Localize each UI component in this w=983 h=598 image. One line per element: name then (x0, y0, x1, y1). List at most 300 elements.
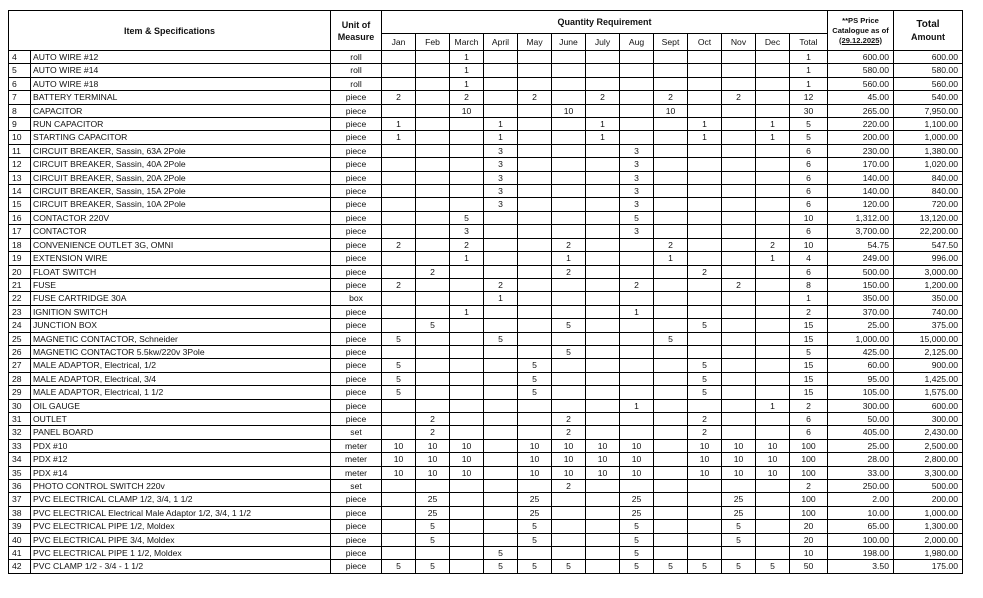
month-qty (518, 426, 552, 439)
month-qty (722, 426, 756, 439)
month-qty (518, 332, 552, 345)
month-qty: 10 (620, 439, 654, 452)
unit-price: 370.00 (828, 305, 894, 318)
month-qty (722, 332, 756, 345)
row-number: 42 (9, 560, 31, 573)
month-qty (586, 372, 620, 385)
month-qty: 2 (688, 426, 722, 439)
table-body (9, 51, 963, 574)
qty-total: 10 (790, 547, 828, 560)
table-row (9, 305, 963, 318)
month-qty (620, 412, 654, 425)
qty-total: 6 (790, 426, 828, 439)
month-qty (484, 466, 518, 479)
month-qty: 2 (382, 238, 416, 251)
month-qty (620, 386, 654, 399)
qty-total: 1 (790, 292, 828, 305)
month-qty (382, 399, 416, 412)
month-header-4: May (518, 34, 552, 51)
month-qty (484, 64, 518, 77)
unit-of-measure: piece (331, 91, 382, 104)
month-qty (552, 51, 586, 64)
month-qty: 5 (688, 319, 722, 332)
qty-total: 6 (790, 265, 828, 278)
total-amount: 7,950.00 (894, 104, 963, 117)
total-amount: 740.00 (894, 305, 963, 318)
row-number: 6 (9, 77, 31, 90)
unit-price: 350.00 (828, 292, 894, 305)
month-qty (416, 131, 450, 144)
month-qty (586, 345, 620, 358)
unit-price: 140.00 (828, 185, 894, 198)
unit-price: 140.00 (828, 171, 894, 184)
month-qty (450, 506, 484, 519)
month-qty: 5 (382, 560, 416, 573)
unit-of-measure: set (331, 426, 382, 439)
item-name: BATTERY TERMINAL (31, 91, 331, 104)
month-qty (552, 225, 586, 238)
month-qty: 2 (552, 426, 586, 439)
month-qty (416, 158, 450, 171)
row-number: 22 (9, 292, 31, 305)
month-qty (620, 64, 654, 77)
month-qty: 2 (484, 278, 518, 291)
row-number: 9 (9, 118, 31, 131)
month-qty (688, 292, 722, 305)
month-qty: 3 (620, 171, 654, 184)
month-qty (450, 412, 484, 425)
month-qty: 10 (552, 466, 586, 479)
month-qty (756, 158, 790, 171)
month-qty (382, 225, 416, 238)
month-qty: 10 (654, 104, 688, 117)
month-qty (654, 412, 688, 425)
month-qty (722, 64, 756, 77)
month-qty (688, 305, 722, 318)
month-qty: 2 (586, 91, 620, 104)
month-qty (654, 292, 688, 305)
month-qty (382, 64, 416, 77)
item-name: IGNITION SWITCH (31, 305, 331, 318)
table-row (9, 158, 963, 171)
qty-total: 6 (790, 144, 828, 157)
row-number: 4 (9, 51, 31, 64)
item-name: MAGNETIC CONTACTOR 5.5kw/220v 3Pole (31, 345, 331, 358)
total-amount: 2,125.00 (894, 345, 963, 358)
item-name: CAPACITOR (31, 104, 331, 117)
month-qty: 10 (688, 453, 722, 466)
month-qty (756, 493, 790, 506)
month-qty (756, 412, 790, 425)
month-qty (654, 305, 688, 318)
month-qty (756, 211, 790, 224)
qty-total: 100 (790, 493, 828, 506)
unit-price: 580.00 (828, 64, 894, 77)
unit-of-measure: piece (331, 104, 382, 117)
unit-of-measure: piece (331, 118, 382, 131)
unit-of-measure: set (331, 480, 382, 493)
item-name: AUTO WIRE #12 (31, 51, 331, 64)
month-qty (450, 144, 484, 157)
month-qty (518, 64, 552, 77)
month-qty (688, 332, 722, 345)
month-qty: 10 (382, 466, 416, 479)
month-qty (654, 265, 688, 278)
month-qty: 1 (450, 305, 484, 318)
month-qty (722, 265, 756, 278)
unit-price: 65.00 (828, 520, 894, 533)
total-amount-header (894, 11, 963, 51)
total-amount-header-line1: Total (916, 18, 940, 30)
item-name: PHOTO CONTROL SWITCH 220v (31, 480, 331, 493)
month-header-8: Sept (654, 34, 688, 51)
total-amount: 2,800.00 (894, 453, 963, 466)
month-qty (756, 144, 790, 157)
month-qty: 5 (722, 560, 756, 573)
month-qty: 5 (518, 520, 552, 533)
month-qty (518, 51, 552, 64)
month-qty (552, 533, 586, 546)
unit-price: 120.00 (828, 198, 894, 211)
table-row (9, 77, 963, 90)
row-number: 20 (9, 265, 31, 278)
qty-total: 100 (790, 439, 828, 452)
item-name: CIRCUIT BREAKER, Sassin, 63A 2Pole (31, 144, 331, 157)
month-qty (416, 104, 450, 117)
month-qty (518, 198, 552, 211)
table-row (9, 225, 963, 238)
month-qty (484, 386, 518, 399)
table-row (9, 386, 963, 399)
total-amount-header-line2: Amount (911, 31, 945, 42)
month-qty (382, 547, 416, 560)
total-amount: 560.00 (894, 77, 963, 90)
month-qty: 10 (586, 439, 620, 452)
month-qty (654, 225, 688, 238)
month-qty (416, 211, 450, 224)
row-number: 18 (9, 238, 31, 251)
table-row (9, 506, 963, 519)
item-name: CONVENIENCE OUTLET 3G, OMNI (31, 238, 331, 251)
month-qty (484, 225, 518, 238)
unit-price: 28.00 (828, 453, 894, 466)
month-qty (722, 171, 756, 184)
month-qty (756, 480, 790, 493)
unit-price: 1,312.00 (828, 211, 894, 224)
month-qty (654, 77, 688, 90)
month-qty (518, 77, 552, 90)
month-qty (484, 426, 518, 439)
month-qty (654, 453, 688, 466)
month-qty: 3 (620, 185, 654, 198)
month-qty (450, 359, 484, 372)
month-qty (688, 91, 722, 104)
qty-total: 12 (790, 91, 828, 104)
month-qty (756, 372, 790, 385)
month-qty (484, 453, 518, 466)
month-qty (722, 547, 756, 560)
item-name: PDX #12 (31, 453, 331, 466)
month-qty: 2 (688, 412, 722, 425)
month-qty (586, 399, 620, 412)
unit-of-measure: meter (331, 466, 382, 479)
item-name: PVC ELECTRICAL Electrical Male Adaptor 1/2, 3/4, 1 1/2 (31, 506, 331, 519)
month-qty: 10 (756, 466, 790, 479)
month-qty (620, 91, 654, 104)
month-qty (450, 426, 484, 439)
unit-price: 560.00 (828, 77, 894, 90)
item-name: EXTENSION WIRE (31, 252, 331, 265)
month-qty (756, 426, 790, 439)
month-qty (552, 211, 586, 224)
month-qty (382, 252, 416, 265)
month-qty: 3 (484, 198, 518, 211)
item-name: PDX #14 (31, 466, 331, 479)
qty-total: 4 (790, 252, 828, 265)
quantity-requirement-header: Quantity Requirement (382, 11, 828, 34)
month-qty (586, 211, 620, 224)
month-qty (756, 104, 790, 117)
month-qty (518, 345, 552, 358)
month-qty (518, 211, 552, 224)
month-qty: 1 (586, 131, 620, 144)
table-row (9, 426, 963, 439)
qty-total: 2 (790, 480, 828, 493)
month-qty: 10 (586, 453, 620, 466)
month-qty: 3 (620, 158, 654, 171)
unit-price: 198.00 (828, 547, 894, 560)
month-qty (450, 319, 484, 332)
month-qty (382, 345, 416, 358)
month-qty (620, 426, 654, 439)
row-number: 19 (9, 252, 31, 265)
table-row (9, 104, 963, 117)
month-qty (722, 345, 756, 358)
month-qty (552, 118, 586, 131)
unit-of-measure: piece (331, 547, 382, 560)
row-number: 24 (9, 319, 31, 332)
row-number: 30 (9, 399, 31, 412)
month-qty: 1 (450, 252, 484, 265)
row-number: 23 (9, 305, 31, 318)
month-qty: 1 (756, 252, 790, 265)
month-qty (518, 225, 552, 238)
month-qty: 10 (722, 453, 756, 466)
total-amount: 500.00 (894, 480, 963, 493)
month-qty: 10 (722, 466, 756, 479)
month-qty (722, 359, 756, 372)
month-qty (552, 332, 586, 345)
month-qty (688, 77, 722, 90)
total-amount: 1,380.00 (894, 144, 963, 157)
row-number: 32 (9, 426, 31, 439)
month-qty (722, 480, 756, 493)
month-qty (416, 386, 450, 399)
month-qty (552, 372, 586, 385)
month-qty (654, 171, 688, 184)
month-qty (756, 386, 790, 399)
item-name: FUSE CARTRIDGE 30A (31, 292, 331, 305)
month-qty (416, 51, 450, 64)
month-qty (518, 238, 552, 251)
unit-header (331, 11, 382, 51)
qty-total: 8 (790, 278, 828, 291)
total-amount: 840.00 (894, 185, 963, 198)
unit-of-measure: piece (331, 520, 382, 533)
month-qty (450, 265, 484, 278)
month-qty (518, 319, 552, 332)
qty-total: 1 (790, 77, 828, 90)
item-name: AUTO WIRE #14 (31, 64, 331, 77)
month-qty (654, 399, 688, 412)
row-number: 12 (9, 158, 31, 171)
month-qty (722, 198, 756, 211)
qty-total: 15 (790, 386, 828, 399)
qty-total: 2 (790, 305, 828, 318)
month-qty (450, 278, 484, 291)
month-qty (620, 118, 654, 131)
item-name: MAGNETIC CONTACTOR, Schneider (31, 332, 331, 345)
month-qty (620, 238, 654, 251)
month-qty (756, 520, 790, 533)
total-amount: 3,000.00 (894, 265, 963, 278)
month-qty (722, 292, 756, 305)
unit-of-measure: piece (331, 171, 382, 184)
month-qty (654, 359, 688, 372)
month-qty: 1 (756, 131, 790, 144)
unit-price: 10.00 (828, 506, 894, 519)
unit-of-measure: piece (331, 198, 382, 211)
unit-of-measure: piece (331, 225, 382, 238)
month-qty (382, 292, 416, 305)
month-qty (484, 211, 518, 224)
unit-of-measure: piece (331, 131, 382, 144)
month-qty: 1 (382, 118, 416, 131)
month-qty (756, 225, 790, 238)
month-header-1: Feb (416, 34, 450, 51)
month-qty: 10 (620, 453, 654, 466)
item-name: MALE ADAPTOR, Electrical, 3/4 (31, 372, 331, 385)
month-qty (518, 171, 552, 184)
month-qty (518, 158, 552, 171)
price-header-line3: (29.12.2025) (838, 35, 883, 45)
month-qty: 5 (654, 332, 688, 345)
month-qty (620, 131, 654, 144)
month-qty (484, 77, 518, 90)
item-name: CIRCUIT BREAKER, Sassin, 15A 2Pole (31, 185, 331, 198)
month-qty (416, 144, 450, 157)
unit-price: 150.00 (828, 278, 894, 291)
month-qty (518, 480, 552, 493)
month-qty (756, 77, 790, 90)
total-amount: 580.00 (894, 64, 963, 77)
month-qty (722, 305, 756, 318)
month-qty (654, 51, 688, 64)
month-qty (416, 345, 450, 358)
month-qty (654, 278, 688, 291)
table-row (9, 439, 963, 452)
month-qty (382, 533, 416, 546)
month-qty (756, 533, 790, 546)
unit-of-measure: piece (331, 238, 382, 251)
month-qty: 2 (382, 278, 416, 291)
month-qty: 2 (450, 91, 484, 104)
item-name: MALE ADAPTOR, Electrical, 1/2 (31, 359, 331, 372)
month-qty (654, 64, 688, 77)
qty-total: 15 (790, 372, 828, 385)
month-qty: 1 (450, 64, 484, 77)
month-qty: 1 (552, 252, 586, 265)
month-qty (620, 319, 654, 332)
item-name: PVC ELECTRICAL PIPE 1/2, Moldex (31, 520, 331, 533)
table-row (9, 466, 963, 479)
month-qty (382, 412, 416, 425)
unit-of-measure: piece (331, 305, 382, 318)
table-row (9, 560, 963, 573)
table-row (9, 265, 963, 278)
month-qty (654, 319, 688, 332)
month-qty (620, 345, 654, 358)
month-qty (586, 520, 620, 533)
price-header (828, 11, 894, 51)
qty-total: 1 (790, 51, 828, 64)
total-amount: 13,120.00 (894, 211, 963, 224)
month-header-0: Jan (382, 34, 416, 51)
month-qty (620, 51, 654, 64)
qty-total: 15 (790, 359, 828, 372)
month-qty (654, 158, 688, 171)
item-name: OUTLET (31, 412, 331, 425)
item-name: PVC ELECTRICAL PIPE 3/4, Moldex (31, 533, 331, 546)
month-qty (416, 225, 450, 238)
table-row (9, 278, 963, 291)
month-qty (688, 198, 722, 211)
month-qty (450, 480, 484, 493)
month-qty: 3 (484, 185, 518, 198)
month-qty: 5 (382, 372, 416, 385)
month-qty (654, 466, 688, 479)
unit-price: 95.00 (828, 372, 894, 385)
month-qty (552, 278, 586, 291)
month-qty (756, 319, 790, 332)
unit-price: 500.00 (828, 265, 894, 278)
unit-price: 54.75 (828, 238, 894, 251)
month-qty (552, 144, 586, 157)
month-qty (450, 560, 484, 573)
item-name: MALE ADAPTOR, Electrical, 1 1/2 (31, 386, 331, 399)
item-name: CONTACTOR 220V (31, 211, 331, 224)
unit-of-measure: piece (331, 506, 382, 519)
item-name: PVC ELECTRICAL PIPE 1 1/2, Moldex (31, 547, 331, 560)
month-qty: 1 (620, 305, 654, 318)
unit-price: 25.00 (828, 439, 894, 452)
unit-of-measure: piece (331, 399, 382, 412)
month-qty (722, 131, 756, 144)
total-amount: 540.00 (894, 91, 963, 104)
month-qty (756, 278, 790, 291)
month-qty: 2 (518, 91, 552, 104)
month-qty (552, 386, 586, 399)
unit-of-measure: piece (331, 252, 382, 265)
month-header-10: Nov (722, 34, 756, 51)
total-amount: 1,020.00 (894, 158, 963, 171)
unit-of-measure: box (331, 292, 382, 305)
month-qty (484, 480, 518, 493)
month-qty: 25 (518, 493, 552, 506)
month-header-2: March (450, 34, 484, 51)
month-qty: 5 (552, 560, 586, 573)
qty-total: 1 (790, 64, 828, 77)
